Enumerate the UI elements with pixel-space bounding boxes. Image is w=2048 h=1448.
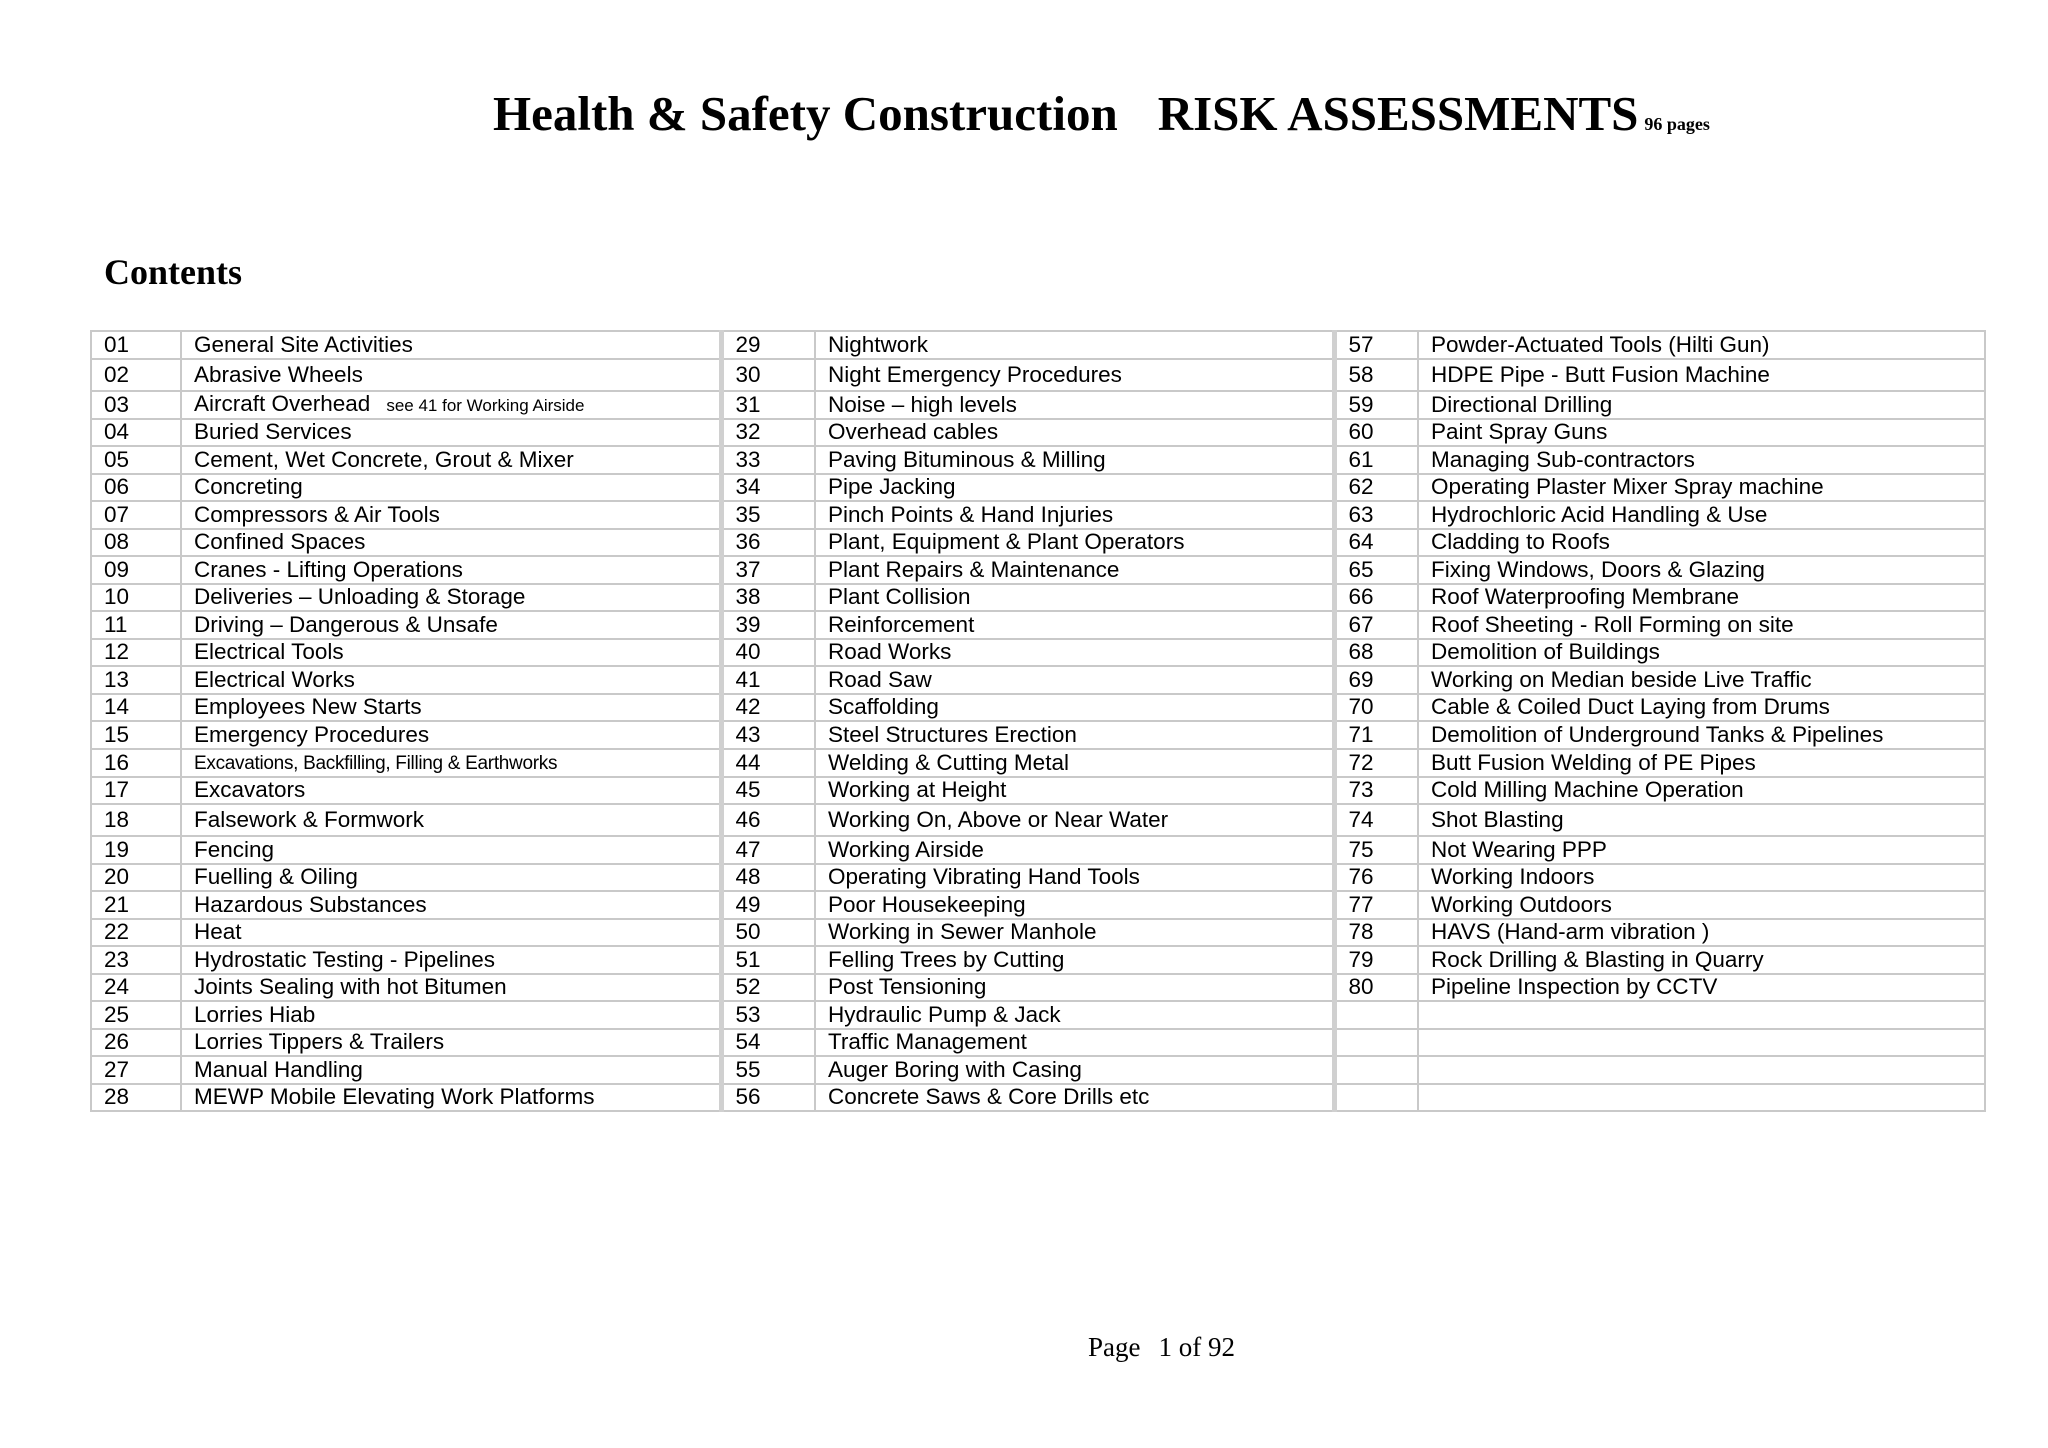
table-row xyxy=(91,804,1985,836)
entry-title xyxy=(1418,919,1985,947)
table-row xyxy=(91,331,1985,359)
entry-title xyxy=(815,891,1334,919)
entry-title xyxy=(181,556,721,584)
table-row xyxy=(91,946,1985,974)
entry-title-text: Overhead cables xyxy=(828,419,999,445)
entry-title xyxy=(181,777,721,805)
entry-title xyxy=(1418,1084,1985,1112)
entry-number: 35 xyxy=(721,501,815,529)
entry-title xyxy=(815,804,1334,836)
entry-number: 29 xyxy=(721,331,815,359)
entry-title xyxy=(815,556,1334,584)
entry-number: 72 xyxy=(1334,749,1418,777)
entry-number: 33 xyxy=(721,446,815,474)
entry-title-text: Cold Milling Machine Operation xyxy=(1431,777,1744,803)
entry-title xyxy=(815,611,1334,639)
entry-title xyxy=(1418,331,1985,359)
entry-title-text: Not Wearing PPP xyxy=(1431,836,1607,862)
entry-title-text: Road Works xyxy=(828,639,952,665)
entry-number: 43 xyxy=(721,721,815,749)
entry-number: 58 xyxy=(1334,359,1418,391)
entry-title xyxy=(815,666,1334,694)
entry-number: 53 xyxy=(721,1001,815,1029)
entry-title xyxy=(1418,1056,1985,1084)
entry-title xyxy=(815,1056,1334,1084)
entry-title-text: MEWP Mobile Elevating Work Platforms xyxy=(194,1084,595,1110)
table-row xyxy=(91,359,1985,391)
entry-title xyxy=(181,1056,721,1084)
entry-title xyxy=(815,1029,1334,1057)
entry-number: 16 xyxy=(91,749,181,777)
entry-title-text: Working in Sewer Manhole xyxy=(828,919,1097,945)
entry-title-text: Steel Structures Erection xyxy=(828,721,1077,747)
entry-title-text: Employees New Starts xyxy=(194,694,422,720)
entry-title xyxy=(181,666,721,694)
entry-number: 80 xyxy=(1334,974,1418,1002)
entry-title xyxy=(815,919,1334,947)
entry-title xyxy=(1418,694,1985,722)
entry-title-text: Cladding to Roofs xyxy=(1431,529,1610,555)
entry-title xyxy=(1418,721,1985,749)
entry-number: 40 xyxy=(721,639,815,667)
entry-number: 22 xyxy=(91,919,181,947)
entry-number: 71 xyxy=(1334,721,1418,749)
entry-title-text: Operating Vibrating Hand Tools xyxy=(828,864,1140,890)
table-row xyxy=(91,666,1985,694)
entry-number: 10 xyxy=(91,584,181,612)
entry-title xyxy=(1418,1029,1985,1057)
entry-title xyxy=(181,391,721,419)
entry-title xyxy=(181,501,721,529)
table-row xyxy=(91,1029,1985,1057)
table-row xyxy=(91,721,1985,749)
entry-title xyxy=(181,611,721,639)
entry-title xyxy=(181,721,721,749)
contents-table-body xyxy=(91,331,1985,1111)
entry-number: 38 xyxy=(721,584,815,612)
entry-title-text: Heat xyxy=(194,919,242,945)
entry-number: 17 xyxy=(91,777,181,805)
entry-number: 61 xyxy=(1334,446,1418,474)
entry-title xyxy=(181,804,721,836)
entry-title-text: Post Tensioning xyxy=(828,974,987,1000)
entry-title xyxy=(815,1084,1334,1112)
entry-title xyxy=(1418,556,1985,584)
table-row xyxy=(91,529,1985,557)
entry-title xyxy=(181,864,721,892)
entry-number xyxy=(1334,1084,1418,1112)
entry-title-text: Noise – high levels xyxy=(828,391,1017,417)
entry-number: 05 xyxy=(91,446,181,474)
entry-number: 79 xyxy=(1334,946,1418,974)
entry-title-text: Felling Trees by Cutting xyxy=(828,946,1065,972)
entry-number: 46 xyxy=(721,804,815,836)
entry-title-text: Shot Blasting xyxy=(1431,807,1564,832)
table-row xyxy=(91,836,1985,864)
entry-number: 42 xyxy=(721,694,815,722)
entry-title-text: Demolition of Underground Tanks & Pipelines xyxy=(1431,721,1884,747)
entry-title-text: Demolition of Buildings xyxy=(1431,639,1660,665)
entry-title-text: Reinforcement xyxy=(828,611,975,637)
title-highlight: RISK ASSESSMENTS xyxy=(1157,86,1639,141)
entry-number: 37 xyxy=(721,556,815,584)
entry-title-text: Scaffolding xyxy=(828,694,939,720)
entry-number: 27 xyxy=(91,1056,181,1084)
entry-number: 78 xyxy=(1334,919,1418,947)
entry-number: 52 xyxy=(721,974,815,1002)
table-row xyxy=(91,611,1985,639)
entry-title xyxy=(181,694,721,722)
table-row xyxy=(91,777,1985,805)
entry-title-text: Working On, Above or Near Water xyxy=(828,807,1169,832)
entry-number: 14 xyxy=(91,694,181,722)
table-row xyxy=(91,891,1985,919)
entry-title xyxy=(1418,749,1985,777)
table-row xyxy=(91,864,1985,892)
entry-title xyxy=(1418,611,1985,639)
entry-number: 75 xyxy=(1334,836,1418,864)
entry-title xyxy=(815,419,1334,447)
entry-number: 69 xyxy=(1334,666,1418,694)
entry-title-text: Working on Median beside Live Traffic xyxy=(1431,666,1812,692)
entry-title xyxy=(815,777,1334,805)
contents-table xyxy=(90,330,1986,1112)
entry-title xyxy=(1418,891,1985,919)
entry-title-text: Pinch Points & Hand Injuries xyxy=(828,501,1114,527)
entry-number: 15 xyxy=(91,721,181,749)
entry-number: 32 xyxy=(721,419,815,447)
entry-number: 55 xyxy=(721,1056,815,1084)
entry-number: 08 xyxy=(91,529,181,557)
entry-title-text: Working Indoors xyxy=(1431,864,1595,890)
entry-title-text: Compressors & Air Tools xyxy=(194,501,440,527)
entry-title-text: Concrete Saws & Core Drills etc xyxy=(828,1084,1150,1110)
table-row xyxy=(91,391,1985,419)
entry-number: 54 xyxy=(721,1029,815,1057)
entry-title xyxy=(181,1029,721,1057)
entry-title-text: Buried Services xyxy=(194,419,352,445)
entry-number xyxy=(1334,1056,1418,1084)
entry-title-text: HDPE Pipe - Butt Fusion Machine xyxy=(1431,361,1770,387)
entry-title-text: Cable & Coiled Duct Laying from Drums xyxy=(1431,694,1830,720)
entry-title xyxy=(815,584,1334,612)
entry-number: 59 xyxy=(1334,391,1418,419)
entry-title-text: Fencing xyxy=(194,836,275,862)
entry-number: 47 xyxy=(721,836,815,864)
entry-number: 73 xyxy=(1334,777,1418,805)
entry-title xyxy=(1418,529,1985,557)
entry-title-text: Confined Spaces xyxy=(194,529,366,555)
entry-number: 19 xyxy=(91,836,181,864)
entry-title xyxy=(1418,666,1985,694)
entry-title-text: Electrical Works xyxy=(194,666,355,692)
entry-number: 26 xyxy=(91,1029,181,1057)
entry-title xyxy=(1418,864,1985,892)
entry-title xyxy=(1418,584,1985,612)
table-row xyxy=(91,974,1985,1002)
entry-number: 45 xyxy=(721,777,815,805)
entry-title-text: Nightwork xyxy=(828,331,929,357)
entry-number: 49 xyxy=(721,891,815,919)
table-row xyxy=(91,474,1985,502)
entry-title xyxy=(181,1084,721,1112)
entry-title xyxy=(1418,639,1985,667)
entry-title-text: Emergency Procedures xyxy=(194,721,430,747)
entry-title-text: Road Saw xyxy=(828,666,932,692)
entry-title-text: Hydraulic Pump & Jack xyxy=(828,1001,1061,1027)
document-title xyxy=(493,84,1710,154)
entry-number: 44 xyxy=(721,749,815,777)
entry-title-text: Traffic Management xyxy=(828,1029,1027,1055)
entry-number: 67 xyxy=(1334,611,1418,639)
table-row xyxy=(91,446,1985,474)
entry-number: 31 xyxy=(721,391,815,419)
entry-title-text: Joints Sealing with hot Bitumen xyxy=(194,974,507,1000)
entry-title-text: Concreting xyxy=(194,474,303,500)
entry-title-text: Paint Spray Guns xyxy=(1431,419,1608,445)
entry-title-text: Driving – Dangerous & Unsafe xyxy=(194,611,498,637)
entry-title xyxy=(1418,474,1985,502)
entry-title xyxy=(815,391,1334,419)
entry-title xyxy=(1418,946,1985,974)
entry-number: 68 xyxy=(1334,639,1418,667)
entry-number: 50 xyxy=(721,919,815,947)
entry-title xyxy=(815,529,1334,557)
entry-title xyxy=(181,891,721,919)
table-row xyxy=(91,556,1985,584)
entry-number: 20 xyxy=(91,864,181,892)
table-row xyxy=(91,501,1985,529)
table-row xyxy=(91,1056,1985,1084)
entry-title-text: Pipeline Inspection by CCTV xyxy=(1431,974,1718,1000)
entry-title xyxy=(815,721,1334,749)
entry-title-text: HAVS (Hand-arm vibration ) xyxy=(1431,919,1710,945)
table-row xyxy=(91,1084,1985,1112)
entry-number: 76 xyxy=(1334,864,1418,892)
entry-title xyxy=(815,639,1334,667)
entry-title xyxy=(1418,836,1985,864)
entry-title-text: Managing Sub-contractors xyxy=(1431,446,1695,472)
entry-title xyxy=(181,331,721,359)
entry-title-text: Hazardous Substances xyxy=(194,891,427,917)
entry-title-text: Hydrostatic Testing - Pipelines xyxy=(194,946,495,972)
entry-title-text: Working Airside xyxy=(828,836,984,862)
entry-title xyxy=(181,946,721,974)
table-row xyxy=(91,694,1985,722)
entry-title xyxy=(181,919,721,947)
entry-number: 24 xyxy=(91,974,181,1002)
entry-title-text: Directional Drilling xyxy=(1431,391,1613,417)
entry-title xyxy=(181,639,721,667)
entry-title-text: Lorries Tippers & Trailers xyxy=(194,1029,445,1055)
entry-title xyxy=(1418,419,1985,447)
entry-title xyxy=(181,529,721,557)
entry-title-text: Excavators xyxy=(194,777,306,803)
entry-title xyxy=(181,584,721,612)
entry-title-text: Working Outdoors xyxy=(1431,891,1612,917)
entry-number: 63 xyxy=(1334,501,1418,529)
entry-title xyxy=(815,749,1334,777)
entry-title xyxy=(815,446,1334,474)
entry-number: 56 xyxy=(721,1084,815,1112)
entry-number: 04 xyxy=(91,419,181,447)
page-footer xyxy=(1088,1332,1235,1363)
entry-title-text: Roof Sheeting - Roll Forming on site xyxy=(1431,611,1794,637)
entry-number: 39 xyxy=(721,611,815,639)
entry-number: 28 xyxy=(91,1084,181,1112)
entry-title xyxy=(181,359,721,391)
entry-number: 23 xyxy=(91,946,181,974)
entry-title xyxy=(1418,1001,1985,1029)
entry-title-text: Paving Bituminous & Milling xyxy=(828,446,1106,472)
entry-number: 06 xyxy=(91,474,181,502)
entry-title-text: Roof Waterproofing Membrane xyxy=(1431,584,1740,610)
entry-title-text: Cement, Wet Concrete, Grout & Mixer xyxy=(194,446,574,472)
table-row xyxy=(91,1001,1985,1029)
entry-number: 34 xyxy=(721,474,815,502)
entry-title xyxy=(815,474,1334,502)
entry-title-text: Aircraft Overhead xyxy=(194,390,371,416)
entry-title-text: Lorries Hiab xyxy=(194,1001,316,1027)
entry-title-text: General Site Activities xyxy=(194,331,413,357)
entry-title-text: Cranes - Lifting Operations xyxy=(194,556,463,582)
entry-number xyxy=(1334,1029,1418,1057)
entry-number: 03 xyxy=(91,391,181,419)
entry-title-text: Excavations, Backfilling, Filling & Earthworks xyxy=(194,752,558,774)
entry-title xyxy=(1418,446,1985,474)
entry-number: 77 xyxy=(1334,891,1418,919)
entry-title-text: Welding & Cutting Metal xyxy=(828,749,1069,775)
entry-title-text: Pipe Jacking xyxy=(828,474,956,500)
entry-number: 09 xyxy=(91,556,181,584)
footer-label: Page xyxy=(1088,1332,1141,1362)
entry-number: 57 xyxy=(1334,331,1418,359)
entry-title-text: Auger Boring with Casing xyxy=(828,1056,1082,1082)
entry-title xyxy=(815,864,1334,892)
entry-title-text: Falsework & Formwork xyxy=(194,807,425,832)
entry-number: 12 xyxy=(91,639,181,667)
entry-number: 01 xyxy=(91,331,181,359)
entry-title-text: Plant Collision xyxy=(828,584,971,610)
contents-heading: Contents xyxy=(104,252,243,292)
entry-title-text: Powder-Actuated Tools (Hilti Gun) xyxy=(1431,331,1770,357)
entry-title-text: Deliveries – Unloading & Storage xyxy=(194,584,526,610)
entry-title xyxy=(181,749,721,777)
entry-number: 51 xyxy=(721,946,815,974)
entry-title xyxy=(1418,804,1985,836)
entry-title-text: Poor Housekeeping xyxy=(828,891,1026,917)
table-row xyxy=(91,749,1985,777)
entry-title-text: Night Emergency Procedures xyxy=(828,361,1122,387)
entry-number: 48 xyxy=(721,864,815,892)
entry-title xyxy=(181,974,721,1002)
entry-number: 70 xyxy=(1334,694,1418,722)
entry-title-text: Rock Drilling & Blasting in Quarry xyxy=(1431,946,1764,972)
entry-number: 02 xyxy=(91,359,181,391)
table-row xyxy=(91,584,1985,612)
entry-title xyxy=(815,501,1334,529)
entry-number: 07 xyxy=(91,501,181,529)
table-row xyxy=(91,639,1985,667)
entry-title xyxy=(1418,391,1985,419)
entry-number: 74 xyxy=(1334,804,1418,836)
entry-number: 64 xyxy=(1334,529,1418,557)
entry-title xyxy=(1418,974,1985,1002)
entry-title-text: Plant Repairs & Maintenance xyxy=(828,556,1120,582)
entry-title xyxy=(815,946,1334,974)
entry-title xyxy=(815,694,1334,722)
entry-note: see 41 for Working Airside xyxy=(386,395,585,415)
page-number: 1 of 92 xyxy=(1158,1332,1235,1362)
title-page-count: 96 pages xyxy=(1644,114,1710,134)
entry-title-text: Manual Handling xyxy=(194,1056,363,1082)
title-main: Health & Safety Construction xyxy=(493,86,1118,141)
entry-number: 11 xyxy=(91,611,181,639)
entry-title-text: Operating Plaster Mixer Spray machine xyxy=(1431,474,1824,500)
entry-title xyxy=(815,359,1334,391)
entry-title-text: Fuelling & Oiling xyxy=(194,864,358,890)
entry-title-text: Abrasive Wheels xyxy=(194,361,363,387)
entry-title xyxy=(181,836,721,864)
entry-number xyxy=(1334,1001,1418,1029)
entry-number: 60 xyxy=(1334,419,1418,447)
entry-number: 41 xyxy=(721,666,815,694)
entry-title-text: Plant, Equipment & Plant Operators xyxy=(828,529,1185,555)
entry-number: 18 xyxy=(91,804,181,836)
entry-number: 30 xyxy=(721,359,815,391)
entry-title xyxy=(815,836,1334,864)
entry-number: 65 xyxy=(1334,556,1418,584)
entry-title xyxy=(181,1001,721,1029)
entry-title-text: Butt Fusion Welding of PE Pipes xyxy=(1431,749,1756,775)
table-row xyxy=(91,419,1985,447)
entry-title-text: Fixing Windows, Doors & Glazing xyxy=(1431,556,1765,582)
entry-title xyxy=(815,1001,1334,1029)
entry-number: 66 xyxy=(1334,584,1418,612)
entry-number: 21 xyxy=(91,891,181,919)
entry-title xyxy=(815,331,1334,359)
entry-title-text: Working at Height xyxy=(828,777,1007,803)
entry-title xyxy=(1418,777,1985,805)
entry-title xyxy=(181,446,721,474)
entry-title-text: Hydrochloric Acid Handling & Use xyxy=(1431,501,1768,527)
entry-title xyxy=(181,474,721,502)
table-row xyxy=(91,919,1985,947)
entry-title xyxy=(1418,359,1985,391)
entry-number: 13 xyxy=(91,666,181,694)
entry-number: 25 xyxy=(91,1001,181,1029)
entry-title-text: Electrical Tools xyxy=(194,639,344,665)
entry-title xyxy=(815,974,1334,1002)
entry-number: 62 xyxy=(1334,474,1418,502)
entry-title xyxy=(1418,501,1985,529)
entry-title xyxy=(181,419,721,447)
entry-number: 36 xyxy=(721,529,815,557)
